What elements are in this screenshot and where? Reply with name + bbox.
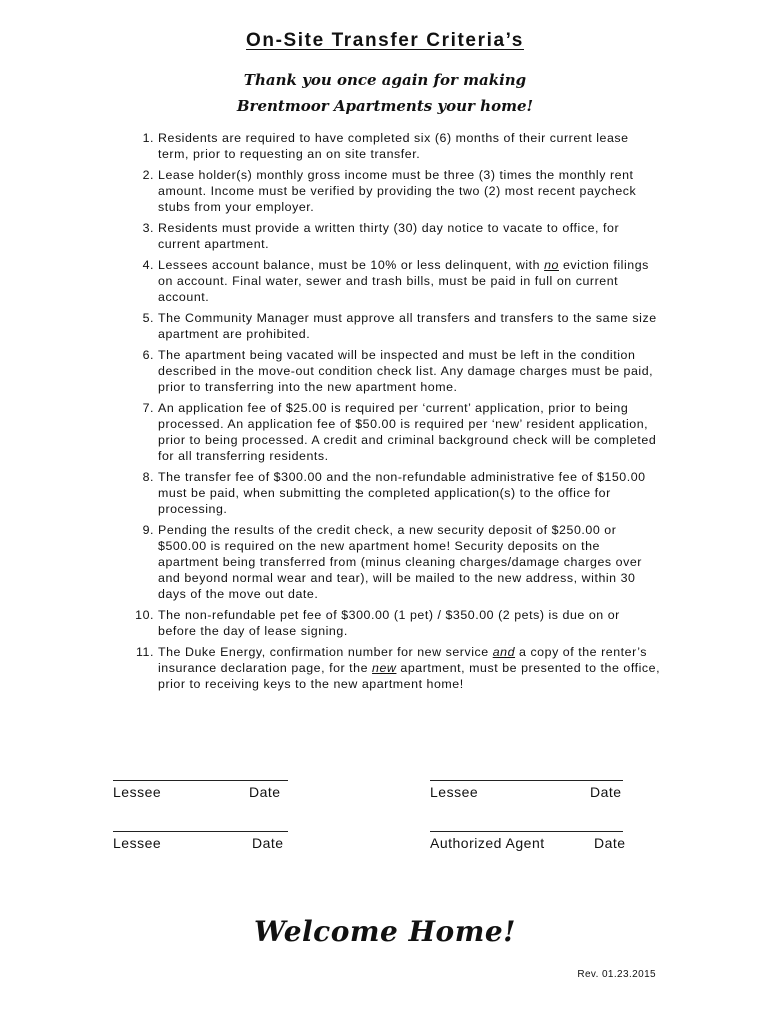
signature-line-lessee-1[interactable]	[113, 780, 288, 781]
item-number: 4.	[142, 258, 154, 272]
criteria-item	[116, 469, 661, 517]
criteria-item	[116, 310, 661, 342]
criteria-item	[116, 522, 661, 602]
item-text: Residents are required to have completed six (6) months of their current lease term, prior to requesting an on site transfer.	[158, 131, 629, 161]
criteria-item	[116, 347, 661, 395]
item-emphasis: new	[372, 661, 397, 675]
item-number: 6.	[142, 348, 154, 362]
signature-line-agent[interactable]	[430, 831, 623, 832]
page-title	[0, 30, 770, 52]
lessee-label: Lessee	[430, 784, 479, 800]
lessee-label: Lessee	[113, 835, 162, 851]
item-number: 8.	[142, 470, 154, 484]
date-label: Date	[249, 784, 281, 800]
item-number: 10.	[135, 608, 154, 622]
date-label: Date	[252, 835, 284, 851]
signature-line-lessee-3[interactable]	[113, 831, 288, 832]
revision-label: Rev. 01.23.2015	[577, 969, 656, 980]
item-text: The transfer fee of $300.00 and the non-refundable administrative fee of $150.00 must be paid, when submitting the completed application(s) to the office for processing.	[158, 470, 646, 516]
item-text: Lessees account balance, must be 10% or less delinquent, with	[158, 258, 545, 272]
item-number: 2.	[142, 168, 154, 182]
lessee-label: Lessee	[113, 784, 162, 800]
item-number: 9.	[142, 523, 154, 537]
date-label: Date	[590, 784, 622, 800]
item-text: Lease holder(s) monthly gross income must be three (3) times the monthly rent amount. Income must be verified by providing the two (2) most recent paycheck stubs from your employer.	[158, 168, 637, 214]
item-number: 1.	[142, 131, 154, 145]
item-number: 3.	[142, 221, 154, 235]
item-text: The Community Manager must approve all transfers and transfers to the same size apartment are prohibited.	[158, 311, 657, 341]
item-text: apartment, must be presented to the office, prior to receiving keys to the new apartment home!	[158, 661, 661, 691]
item-text: An application fee of $25.00 is required per ‘current’ application, prior to being processed. An application fee of $50.00 is required per ‘new’ resident application, prior to being processed. A credit and criminal background check will be completed for all transferring residents.	[158, 401, 657, 463]
criteria-item	[116, 257, 661, 305]
authorized-agent-label: Authorized Agent	[430, 835, 545, 851]
thank-you-line-1: Thank you once again for making	[243, 71, 527, 89]
item-text: Residents must provide a written thirty (30) day notice to vacate to office, for current apartment.	[158, 221, 620, 251]
signature-line-lessee-2[interactable]	[430, 780, 623, 781]
item-text: The Duke Energy, confirmation number for new service	[158, 645, 493, 659]
item-emphasis: and	[492, 645, 516, 659]
criteria-item	[116, 644, 661, 692]
criteria-item	[116, 220, 661, 252]
item-text: The apartment being vacated will be inspected and must be left in the condition described in the move-out condition check list. Any damage charges must be paid, prior to transferring into the new apartment home.	[158, 348, 654, 394]
title-text: On-Site Transfer Criteria’s	[246, 30, 524, 51]
criteria-item	[116, 607, 661, 639]
criteria-list	[116, 130, 661, 697]
item-text: eviction filings on account. Final water, sewer and trash bills, must be paid in full on current account.	[158, 258, 649, 304]
item-number: 7.	[142, 401, 154, 415]
item-number: 5.	[142, 311, 154, 325]
item-number: 11.	[136, 645, 154, 659]
welcome-home-heading: Welcome Home!	[254, 915, 516, 948]
item-text: Pending the results of the credit check, a new security deposit of $250.00 or $500.00 is required on the new apartment home! Security deposits on the apartment being transferred from (minus cleaning charges/damage charges over and beyond normal wear and tear), will be mailed to the new address, within 30 days of the move out date.	[158, 523, 642, 601]
item-emphasis: no	[544, 258, 559, 272]
item-text: a copy of the renter’s insurance declaration page, for the	[158, 645, 648, 675]
date-label: Date	[594, 835, 626, 851]
criteria-item	[116, 130, 661, 162]
item-text: The non-refundable pet fee of $300.00 (1 pet) / $350.00 (2 pets) is due on or before the day of lease signing.	[158, 608, 620, 638]
thank-you-line-2: Brentmoor Apartments your home!	[236, 97, 534, 115]
criteria-item	[116, 400, 661, 464]
criteria-item	[116, 167, 661, 215]
